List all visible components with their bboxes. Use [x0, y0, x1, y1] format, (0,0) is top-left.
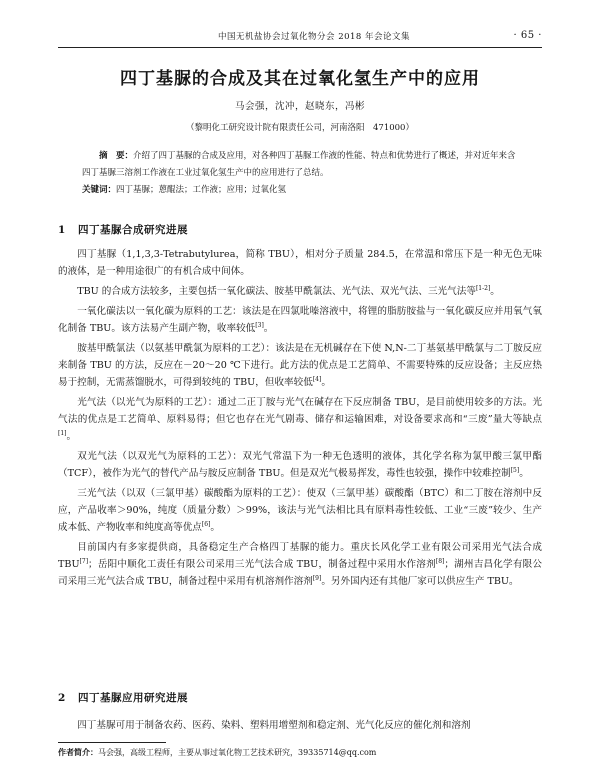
- keywords-label: 关键词：: [82, 185, 117, 195]
- citation: [5]: [510, 466, 520, 474]
- paragraph-triphosgene-method: 三光气法（以双（三氯甲基）碳酸酯为原料的工艺）：使双（三氯甲基）碳酸酯（BTC）和二丁胺在溶剂中反应，产品收率＞90%，纯度（质量分数）＞99%，该法与光气法相比具有原料毒性较低、工业“三废”较少、生产成本低、产物收率和纯度高等优点[6]。: [58, 488, 542, 533]
- citation: [4]: [312, 375, 322, 383]
- section-2-number: 2: [58, 692, 66, 704]
- section-2-title: 四丁基脲应用研究进展: [78, 692, 188, 704]
- paragraph-domestic-producers: 目前国内有多家提供商，具备稳定生产合格四丁基脲的能力。重庆长风化学工业有限公司采用光气法合成 TBU[7]；岳阳中顺化工责任有限公司采用三光气法合成 TBU，制备过程中采用水作溶剂[8]；湖州吉昌化学有限公司采用三光气法合成 TBU，制备过程中采用有机溶剂作溶剂[9]。另外国内还有其他厂家可以供应生产 TBU。: [58, 542, 543, 587]
- paragraph-methods: TBU 的合成方法较多，主要包括一氧化碳法、胺基甲酰氯法、光气法、双光气法、三光气法等[1-2]。: [77, 284, 500, 297]
- paragraph-co-method: 一氧化碳法以一氧化碳为原料的工艺：该法是在四氯吡嗪溶液中，将锂的脂肪胺盐与一氧化碳反应并用氧气氧化制备 TBU。该方法易产生副产物，收率较低[3]。: [58, 306, 542, 334]
- paragraph-phosgene-method: 光气法（以光气为原料的工艺）：通过二正丁胺与光气在碱存在下反应制备 TBU，是目前使用较多的方法。光气法的优点是工艺简单、原料易得；但它也存在光气剧毒、储存和运输困难，对设备要求高和“三废”量大等缺点[1]。: [58, 397, 542, 442]
- paragraph-applications: 四丁基脲可用于制备农药、医药、染料、塑料用增塑剂和稳定剂、光气化反应的催化剂和溶剂: [77, 720, 471, 731]
- header-rule: [58, 47, 542, 48]
- section-1-body: [58, 246, 542, 593]
- paragraph-carbamoyl-method: 胺基甲酰氯法（以氨基甲酰氯为原料的工艺）：该法是在无机碱存在下使 N,N-二丁基氨基甲酰氯与二丁胺反应来制备 TBU 的方法，反应在－20～20 ℃下进行。此方法的优点是工艺简单、不需要特殊的反应设备；主反应热易于控制，无需蒸馏脱水，可得到较纯的 TBU，但收率较低[4]。: [58, 343, 542, 388]
- citation: [9]: [312, 574, 322, 582]
- page-number: · 65 ·: [513, 30, 542, 41]
- citation: [1]: [58, 429, 67, 437]
- citation: [6]: [201, 520, 211, 528]
- section-1-title: 四丁基脲合成研究进展: [78, 224, 188, 236]
- paper-title: 四丁基脲的合成及其在过氧化氢生产中的应用: [120, 69, 480, 89]
- citation: [7]: [79, 557, 89, 565]
- footnote-rule: [58, 742, 166, 743]
- authors: 马会强，沈冲，赵晓东，冯彬: [234, 101, 365, 112]
- section-2-heading: [58, 690, 188, 705]
- abstract-text: 介绍了四丁基脲的合成及应用，对各种四丁基脲工作液的性能、特点和优势进行了概述，并对近年来含四丁基脲三溶剂工作液在工业过氧化氢生产中的应用进行了总结。: [82, 151, 516, 178]
- running-header: [58, 30, 542, 44]
- section-1-heading: [58, 222, 188, 237]
- citation: [1-2]: [475, 284, 491, 292]
- footnote-label: 作者简介：: [58, 747, 98, 757]
- keywords: [82, 182, 518, 199]
- journal-name: 中国无机盐协会过氧化物分会 2018 年会论文集: [218, 32, 411, 42]
- keywords-text: 四丁基脲；蒽醌法；工作液；应用；过氧化氢: [116, 185, 287, 195]
- affiliation: （黎明化工研究设计院有限责任公司，河南洛阳 471000）: [186, 123, 414, 133]
- citation: [3]: [255, 321, 264, 329]
- footnote-text: 马会强，高级工程师，主要从事过氧化物工艺技术研究，39335714@qq.com: [98, 748, 377, 757]
- abstract-label: 摘 要：: [99, 151, 134, 161]
- paragraph-diphosgene-method: 双光气法（以双光气为原料的工艺）：双光气常温下为一种无色透明的液体，其化学名称为氯甲酸三氯甲酯（TCF），被作为光气的替代产品与胺反应制备 TBU。但是双光气极易挥发，毒性也较强，操作中较难控制[5]。: [58, 451, 542, 479]
- abstract: [82, 148, 518, 199]
- section-2-body: [58, 717, 542, 734]
- citation: [8]: [435, 557, 445, 565]
- section-1-number: 1: [58, 224, 66, 236]
- abstract-paragraph: [82, 148, 518, 182]
- paragraph-tbu-intro: 四丁基脲（1,1,3,3-Tetrabutylurea，简称 TBU），相对分子质量 284.5，在常温和常压下是一种无色无味的液体，是一种用途很广的有机合成中间体。: [58, 249, 542, 277]
- author-footnote: [58, 747, 542, 758]
